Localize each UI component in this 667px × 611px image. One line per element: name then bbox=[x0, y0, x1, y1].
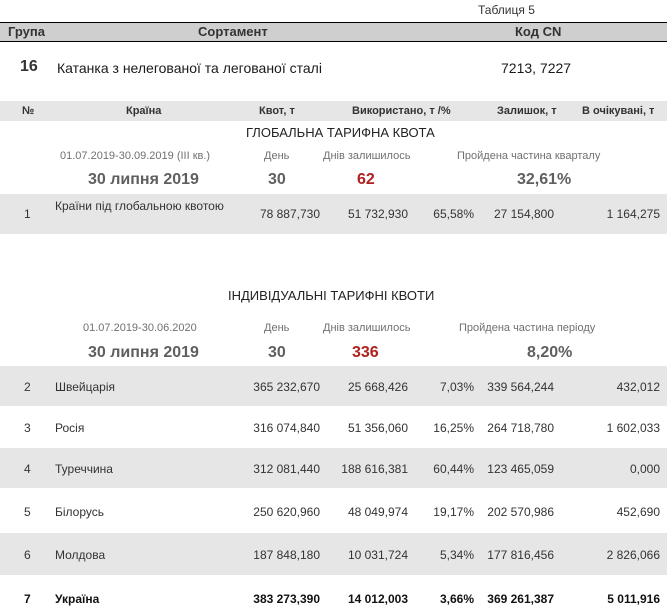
global-period: 01.07.2019-30.09.2019 (III кв.) bbox=[60, 150, 211, 162]
row-pending: 432,012 bbox=[616, 380, 660, 394]
row-pending: 0,000 bbox=[629, 462, 660, 476]
global-days-left-label: Днів залишилось bbox=[323, 150, 411, 162]
row-pending: 2 826,066 bbox=[606, 548, 660, 562]
global-day-label: День bbox=[264, 150, 290, 162]
row-country: Білорусь bbox=[55, 505, 105, 519]
row-quota: 316 074,840 bbox=[253, 421, 320, 435]
individual-days-left-label: Днів залишилось bbox=[323, 322, 411, 334]
col-quota: Квот, т bbox=[259, 105, 295, 117]
global-date: 30 липня 2019 bbox=[88, 171, 199, 188]
assortment-header-label: Сортамент bbox=[198, 24, 268, 39]
individual-period: 01.07.2019-30.06.2020 bbox=[83, 322, 197, 334]
row-no: 7 bbox=[24, 592, 31, 606]
global-row-used: 51 732,930 bbox=[347, 207, 408, 221]
global-part-label: Пройдена частина кварталу bbox=[457, 150, 601, 162]
global-day: 30 bbox=[268, 171, 286, 188]
individual-day-label: День bbox=[264, 322, 290, 334]
global-section-title: ГЛОБАЛЬНА ТАРИФНА КВОТА bbox=[246, 125, 435, 140]
global-days-left: 62 bbox=[357, 171, 375, 188]
global-row-country: Країни під глобальною квотою bbox=[55, 199, 224, 213]
row-pct: 3,66% bbox=[439, 592, 474, 606]
row-pending: 5 011,916 bbox=[607, 592, 660, 606]
row-used: 48 049,974 bbox=[347, 505, 408, 519]
row-remaining: 177 816,456 bbox=[487, 548, 554, 562]
col-remaining: Залишок, т bbox=[497, 105, 557, 117]
global-row-remaining: 27 154,800 bbox=[493, 207, 554, 221]
row-no: 4 bbox=[24, 462, 31, 476]
row-pending: 452,690 bbox=[616, 505, 660, 519]
row-remaining: 264 718,780 bbox=[487, 421, 554, 435]
global-part: 32,61% bbox=[517, 171, 572, 188]
row-used: 188 616,381 bbox=[341, 462, 408, 476]
row-country: Україна bbox=[55, 592, 100, 606]
row-country: Туреччина bbox=[55, 462, 113, 476]
row-pct: 7,03% bbox=[439, 380, 474, 394]
code-header-label: Код CN bbox=[515, 24, 562, 39]
row-pct: 16,25% bbox=[433, 421, 474, 435]
col-country: Країна bbox=[126, 105, 162, 117]
individual-day: 30 bbox=[268, 344, 286, 361]
row-pct: 5,34% bbox=[439, 548, 474, 562]
individual-date: 30 липня 2019 bbox=[88, 344, 199, 361]
global-row-no: 1 bbox=[24, 207, 31, 221]
row-remaining: 202 570,986 bbox=[487, 505, 554, 519]
row-quota: 365 232,670 bbox=[253, 380, 320, 394]
individual-days-left: 336 bbox=[352, 344, 379, 361]
row-remaining: 339 564,244 bbox=[487, 380, 554, 394]
col-used: Використано, т /% bbox=[352, 105, 451, 117]
row-quota: 187 848,180 bbox=[253, 548, 320, 562]
row-no: 3 bbox=[24, 421, 31, 435]
row-remaining: 369 261,387 bbox=[487, 592, 554, 606]
row-used: 14 012,003 bbox=[347, 592, 408, 606]
row-no: 2 bbox=[24, 380, 31, 394]
individual-section-title: ІНДИВІДУАЛЬНІ ТАРИФНІ КВОТИ bbox=[228, 288, 435, 303]
row-country: Росія bbox=[55, 421, 85, 435]
row-quota: 312 081,440 bbox=[253, 462, 320, 476]
row-no: 6 bbox=[24, 548, 31, 562]
individual-part: 8,20% bbox=[527, 344, 573, 361]
row-pending: 1 602,033 bbox=[606, 421, 660, 435]
row-country: Молдова bbox=[55, 548, 106, 562]
row-country: Швейцарія bbox=[55, 380, 115, 394]
row-used: 10 031,724 bbox=[347, 548, 408, 562]
row-pct: 60,44% bbox=[433, 462, 474, 476]
global-row-pct: 65,58% bbox=[433, 207, 474, 221]
row-no: 5 bbox=[24, 505, 31, 519]
row-pct: 19,17% bbox=[433, 505, 474, 519]
group-header-label: Група bbox=[8, 24, 45, 39]
product-name: Катанка з нелегованої та легованої сталі bbox=[57, 60, 322, 76]
col-pending: В очікувані, т bbox=[582, 105, 655, 117]
row-quota: 250 620,960 bbox=[253, 505, 320, 519]
individual-part-label: Пройдена частина періоду bbox=[459, 322, 596, 334]
global-row-pending: 1 164,275 bbox=[606, 207, 660, 221]
col-no: № bbox=[22, 105, 35, 117]
group-header-bar bbox=[0, 22, 667, 42]
product-group: 16 bbox=[20, 58, 38, 75]
global-row-quota: 78 887,730 bbox=[259, 207, 320, 221]
column-header-bar bbox=[0, 101, 667, 121]
table-caption: Таблиця 5 bbox=[478, 3, 535, 17]
row-remaining: 123 465,059 bbox=[487, 462, 554, 476]
row-used: 25 668,426 bbox=[347, 380, 408, 394]
row-quota: 383 273,390 bbox=[253, 592, 320, 606]
product-code: 7213, 7227 bbox=[501, 60, 572, 76]
row-used: 51 356,060 bbox=[347, 421, 408, 435]
